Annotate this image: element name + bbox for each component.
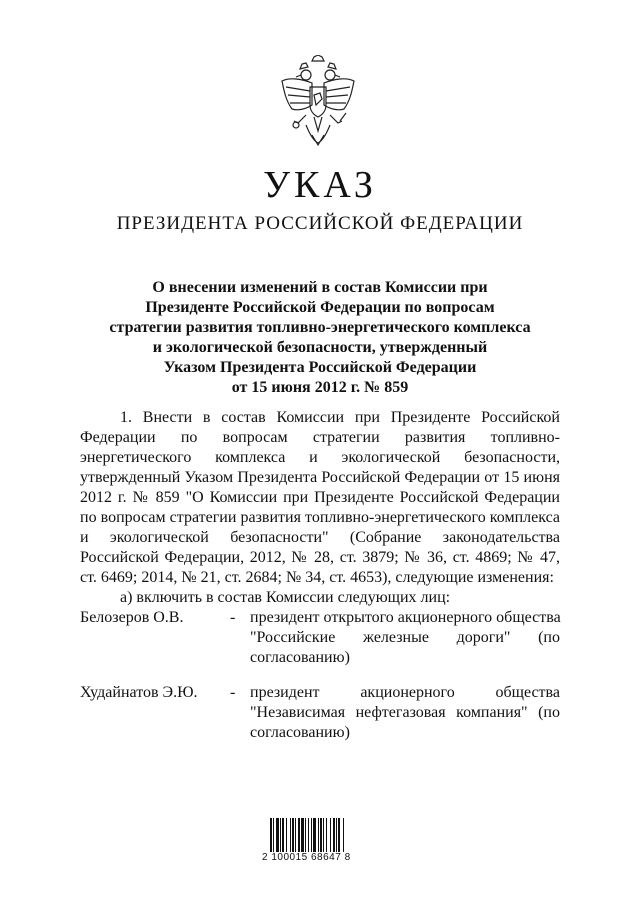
member-name: Белозеров О.В. <box>80 609 184 626</box>
member-description <box>250 608 560 668</box>
body-line: Федерации по вопросам стратегии развития топливно- <box>80 429 560 446</box>
member-desc-line: согласованию) <box>250 724 350 741</box>
heading-line: Указом Президента Российской Федерации <box>163 359 477 376</box>
body-line: Российской Федерации, 2012, № 28, ст. 3879; № 36, ст. 4869; № 47, <box>80 549 560 566</box>
body-line: ст. 6469; 2014, № 21, ст. 2684; № 34, ст. 4653), следующие изменения: <box>80 569 554 586</box>
heading-line: и экологической безопасности, утвержденный <box>152 339 488 356</box>
member-desc-line: "Российские железные дороги" (по <box>250 629 560 646</box>
russian-coat-of-arms-icon <box>276 55 360 151</box>
barcode-number: 2 100015 68647 8 <box>262 852 351 863</box>
body-line: 2012 г. № 859 "О Комиссии при Президенте Российской Федерации <box>80 489 560 506</box>
member-desc-line: президент открытого акционерного общества <box>250 609 561 626</box>
decree-heading <box>60 278 580 398</box>
body-line: по вопросам стратегии развития топливно-энергетического комплекса <box>80 509 560 526</box>
decree-body <box>80 408 560 608</box>
heading-line: Президенте Российской Федерации по вопросам <box>145 299 495 316</box>
member-dash: - <box>230 609 236 626</box>
heading-line: О внесении изменений в состав Комиссии при <box>152 279 488 296</box>
member-dash: - <box>230 684 236 701</box>
body-line: 1. Внести в состав Комиссии при Президенте Российской <box>120 409 560 426</box>
member-description <box>250 683 560 743</box>
member-desc-line: согласованию) <box>250 649 350 666</box>
body-line: и экологической безопасности" (Собрание законодательства <box>80 529 560 546</box>
barcode-icon <box>268 818 368 852</box>
body-line: а) включить в состав Комиссии следующих лиц: <box>120 589 451 606</box>
member-desc-line: президент акционерного общества <box>250 684 560 701</box>
member-name: Худайнатов Э.Ю. <box>80 684 198 701</box>
member-desc-line: "Независимая нефтегазовая компания" (по <box>250 704 560 721</box>
heading-line: от 15 июня 2012 г. № 859 <box>231 379 409 396</box>
body-line: энергетического комплекса и экологической безопасности, <box>80 449 560 466</box>
document-title: УКАЗ <box>263 164 377 206</box>
document-subtitle: ПРЕЗИДЕНТА РОССИЙСКОЙ ФЕДЕРАЦИИ <box>116 213 524 234</box>
body-line: утвержденный Указом Президента Российской Федерации от 15 июня <box>80 469 560 486</box>
heading-line: стратегии развития топливно-энергетического комплекса <box>109 319 531 336</box>
